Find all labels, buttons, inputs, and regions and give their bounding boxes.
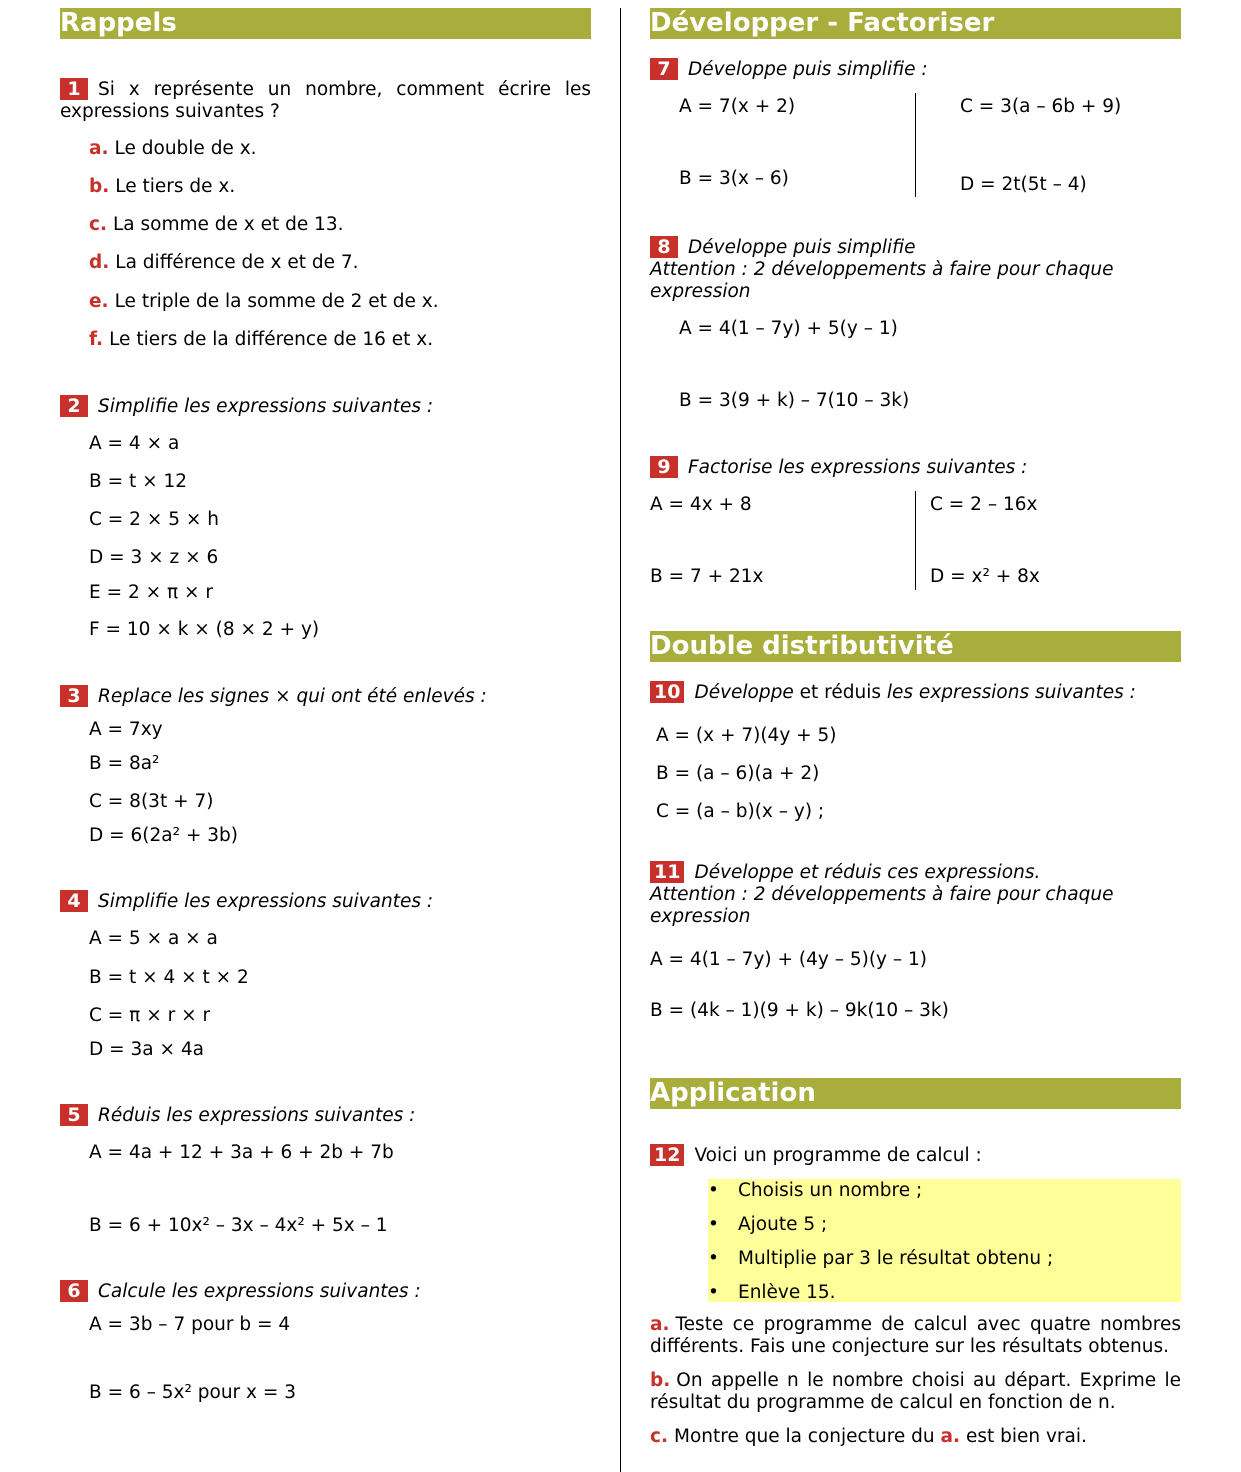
column-divider bbox=[620, 8, 621, 1472]
expression-line: B = t × 4 × t × 2 bbox=[89, 967, 249, 988]
expression-line: B = t × 12 bbox=[89, 471, 188, 492]
expression-line: B = 8a² bbox=[89, 753, 160, 774]
section-title-rappels: Rappels bbox=[60, 8, 591, 39]
expression-line: F = 10 × k × (8 × 2 + y) bbox=[89, 619, 320, 640]
expression-line: B = 6 – 5x² pour x = 3 bbox=[89, 1382, 297, 1403]
expression-line: D = 6(2a² + 3b) bbox=[89, 825, 239, 846]
question-b: b. On appelle n le nombre choisi au départ. Exprime le résultat du programme de calcul en fonction de n. bbox=[650, 1370, 1181, 1413]
expression-line: C = 8(3t + 7) bbox=[89, 791, 214, 812]
exercise-7-header: 7 Développe puis simplifie : bbox=[650, 58, 928, 80]
question-a: a. Teste ce programme de calcul avec quatre nombres différents. Fais une conjecture sur les résultats obtenus. bbox=[650, 1314, 1181, 1357]
expression-line: A = (x + 7)(4y + 5) bbox=[656, 725, 837, 746]
exercise-12-header: 12 Voici un programme de calcul : bbox=[650, 1144, 982, 1166]
expression-line: B = 7 + 21x bbox=[650, 566, 764, 587]
table-divider bbox=[915, 93, 916, 197]
exercise-1-intro: 1 Si x représente un nombre, comment écrire les expressions suivantes ? bbox=[60, 78, 591, 122]
expression-line: C = (a – b)(x – y) ; bbox=[656, 801, 825, 822]
section-title-application: Application bbox=[650, 1078, 1181, 1109]
expression-line: D = 3a × 4a bbox=[89, 1039, 204, 1060]
exercise-3-header: 3 Replace les signes × qui ont été enlevés : bbox=[60, 685, 487, 707]
program-step: • Choisis un nombre ; bbox=[708, 1180, 923, 1201]
expression-line: D = 3 × z × 6 bbox=[89, 547, 219, 568]
list-item: c. La somme de x et de 13. bbox=[89, 214, 344, 235]
expression-line: A = 7(x + 2) bbox=[679, 96, 796, 117]
exercise-number: 1 bbox=[60, 78, 88, 100]
section-title-developper: Développer - Factoriser bbox=[650, 8, 1181, 39]
expression-line: A = 7xy bbox=[89, 719, 163, 740]
expression-line: A = 4(1 – 7y) + (4y – 5)(y – 1) bbox=[650, 949, 927, 970]
table-divider bbox=[915, 491, 916, 590]
expression-line: E = 2 × π × r bbox=[89, 582, 213, 603]
attention-note: Attention : 2 développements à faire pour chaque expression bbox=[650, 259, 1114, 302]
exercise-8-header: 8 Développe puis simplifie bbox=[650, 236, 915, 258]
expression-line: A = 4a + 12 + 3a + 6 + 2b + 7b bbox=[89, 1142, 394, 1163]
question-c: c. Montre que la conjecture du a. est bien vrai. bbox=[650, 1426, 1087, 1447]
expression-line: C = 3(a – 6b + 9) bbox=[960, 96, 1122, 117]
expression-line: D = x² + 8x bbox=[930, 566, 1040, 587]
expression-line: B = 3(9 + k) – 7(10 – 3k) bbox=[679, 390, 910, 411]
exercise-2-header: 2 Simplifie les expressions suivantes : bbox=[60, 395, 433, 417]
exercise-5-header: 5 Réduis les expressions suivantes : bbox=[60, 1104, 415, 1126]
section-title-double: Double distributivité bbox=[650, 631, 1181, 662]
program-step: • Multiplie par 3 le résultat obtenu ; bbox=[708, 1248, 1054, 1269]
exercise-11-header: 11 Développe et réduis ces expressions. bbox=[650, 861, 1040, 883]
expression-line: C = 2 – 16x bbox=[930, 494, 1038, 515]
expression-line: B = 3(x – 6) bbox=[679, 168, 789, 189]
exercise-4-header: 4 Simplifie les expressions suivantes : bbox=[60, 890, 433, 912]
expression-line: C = 2 × 5 × h bbox=[89, 509, 219, 530]
attention-note: Attention : 2 développements à faire pour chaque expression bbox=[650, 884, 1114, 927]
expression-line: A = 5 × a × a bbox=[89, 928, 218, 949]
list-item: b. Le tiers de x. bbox=[89, 176, 236, 197]
list-item: e. Le triple de la somme de 2 et de x. bbox=[89, 291, 439, 312]
expression-line: B = (a – 6)(a + 2) bbox=[656, 763, 820, 784]
expression-line: C = π × r × r bbox=[89, 1005, 211, 1026]
program-step: • Enlève 15. bbox=[708, 1282, 836, 1303]
expression-line: A = 4(1 – 7y) + 5(y – 1) bbox=[679, 318, 898, 339]
expression-line: A = 4 × a bbox=[89, 433, 180, 454]
program-step: • Ajoute 5 ; bbox=[708, 1214, 828, 1235]
expression-line: A = 3b – 7 pour b = 4 bbox=[89, 1314, 291, 1335]
expression-line: B = (4k – 1)(9 + k) – 9k(10 – 3k) bbox=[650, 1000, 949, 1021]
list-item: f. Le tiers de la différence de 16 et x. bbox=[89, 329, 434, 350]
expression-line: A = 4x + 8 bbox=[650, 494, 752, 515]
expression-line: D = 2t(5t – 4) bbox=[960, 174, 1087, 195]
list-item: a. Le double de x. bbox=[89, 138, 257, 159]
exercise-6-header: 6 Calcule les expressions suivantes : bbox=[60, 1280, 421, 1302]
exercise-9-header: 9 Factorise les expressions suivantes : bbox=[650, 456, 1027, 478]
exercise-10-header: 10 Développe et réduis les expressions suivantes : bbox=[650, 681, 1136, 703]
expression-line: B = 6 + 10x² – 3x – 4x² + 5x – 1 bbox=[89, 1215, 388, 1236]
list-item: d. La différence de x et de 7. bbox=[89, 252, 359, 273]
